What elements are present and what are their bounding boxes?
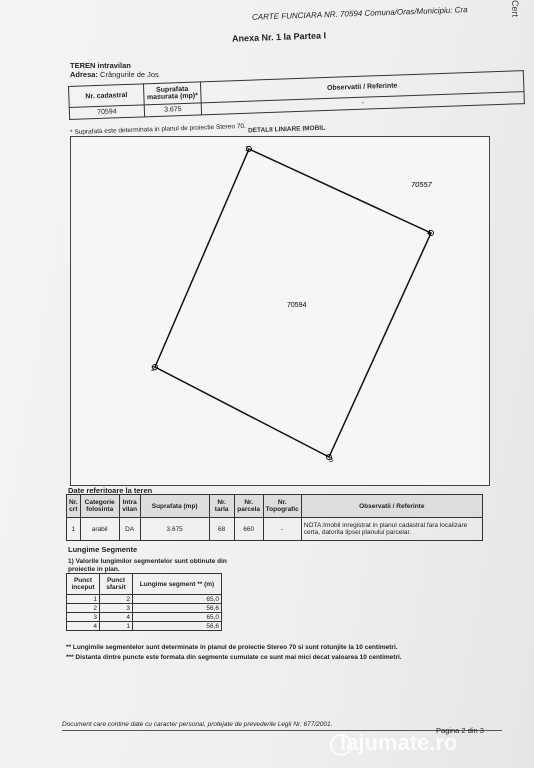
table-row: [67, 604, 222, 613]
table-row: [67, 613, 222, 622]
cell-end: 1: [100, 622, 133, 631]
cell-length: 56,6: [133, 622, 222, 631]
col-punct-inceput: Punct inceput: [67, 574, 100, 595]
col-topografic: Nr. Topografic: [263, 495, 301, 518]
cell-suprafata: 3.675: [144, 103, 201, 117]
col-observatii: Observatii / Referinte: [200, 71, 524, 103]
parcel-number-label: 70594: [287, 302, 307, 309]
cell-start: 2: [67, 604, 100, 613]
col-categorie: Categorie folosinta: [80, 495, 119, 518]
cell-end: 4: [100, 613, 133, 622]
cell-observatii: -: [201, 92, 524, 115]
cell-suprafata: 3.675: [140, 518, 209, 541]
adresa-value: Crângurile de Jos: [100, 70, 159, 79]
cell-length: 65,0: [133, 595, 222, 604]
cell-parcela: 660: [234, 518, 263, 541]
cell-start: 4: [67, 622, 100, 631]
cell-end: 3: [100, 604, 133, 613]
side-edge-text: Cert: [510, 0, 520, 18]
cell-start: 1: [67, 595, 100, 604]
adresa-label: Adresa:: [70, 70, 98, 79]
parcel-plan: [70, 136, 490, 486]
cell-tarla: 68: [209, 518, 234, 541]
table-row: [67, 622, 222, 631]
parcel-plan-svg: [71, 137, 489, 485]
cell-start: 3: [67, 613, 100, 622]
neighbor-parcel-label: 70557: [411, 180, 432, 189]
lungime-segmente-title: Lungime Segmente: [68, 545, 138, 554]
date-teren-title: Date referitoare la teren: [68, 486, 153, 495]
cell-observatii: NOTA:Imobil inregistrat in planul cadastral fara localizare certa, datorita lipsei planului parcelar.: [301, 518, 482, 541]
col-punct-sfarsit: Punct sfarsit: [100, 574, 133, 595]
teren-title: TEREN intravilan: [70, 61, 131, 70]
cell-intravilan: DA: [119, 518, 140, 541]
cell-topografic: -: [263, 518, 301, 541]
segment-note-2: *** Distanta dintre puncte este formata din segmente cumulate ce sunt mai mici decat valoarea 10 centimetri.: [66, 654, 402, 661]
col-nr-cadastral: Nr. cadastral: [69, 84, 145, 108]
col-parcela: Nr. parcela: [234, 495, 263, 518]
cell-nr-cadastral: 70594: [69, 105, 144, 120]
col-tarla: Nr. tarla: [209, 495, 234, 518]
cell-nr-crt: 1: [67, 518, 81, 541]
date-teren-table: [66, 494, 483, 541]
carte-funciara-header: CARTE FUNCIARA NR. 70594 Comuna/Oras/Municipiu: Cra: [251, 5, 468, 22]
annex-title: Anexa Nr. 1 la Partea I: [231, 30, 327, 44]
cell-length: 65,0: [133, 613, 222, 622]
segment-note-1: ** Lungimile segmentelor sunt determinate in planul de proiectie Stereo 70 si sunt rotunjite la 10 centimetri.: [66, 644, 398, 651]
table-row: [67, 595, 222, 604]
vertex-label: 2: [151, 366, 155, 373]
teren-title-block: [70, 61, 159, 79]
col-observatii: Observatii / Referinte: [301, 495, 482, 518]
cell-length: 56,6: [133, 604, 222, 613]
cell-end: 2: [100, 595, 133, 604]
col-lungime: Lungime segment ** (m): [133, 574, 222, 595]
cell-categorie: arabil: [80, 518, 119, 541]
col-intravilan: Intra vilan: [119, 495, 140, 518]
lungime-segmente-subtitle: 1) Valorile lungimilor segmentelor sunt obtinute din proiectie in plan.: [68, 558, 227, 573]
segmente-table: [66, 573, 222, 631]
footer-privacy-note: Document care contine date cu caracter personal, protejate de prevederile Legii Nr. 677/2001.: [62, 721, 333, 728]
vertex-label: 1: [245, 146, 249, 153]
detalii-liniare-label: DETALII LINIARE IMOBIL: [247, 124, 326, 135]
col-suprafata: Suprafata masurata (mp)*: [143, 82, 201, 105]
vertex-label: 4: [427, 230, 431, 237]
watermark-text: lajumate.ro: [340, 730, 458, 755]
col-nr-crt: Nr. crt: [67, 495, 81, 518]
table-row: [67, 518, 483, 541]
page-number: Pagina 2 din 3: [436, 726, 484, 735]
col-suprafata: Suprafata (mp): [140, 495, 209, 518]
vertex-label: 3: [329, 457, 333, 464]
suprafata-note: * Suprafata este determinata in planul de proiectie Stereo 70.: [69, 122, 247, 137]
